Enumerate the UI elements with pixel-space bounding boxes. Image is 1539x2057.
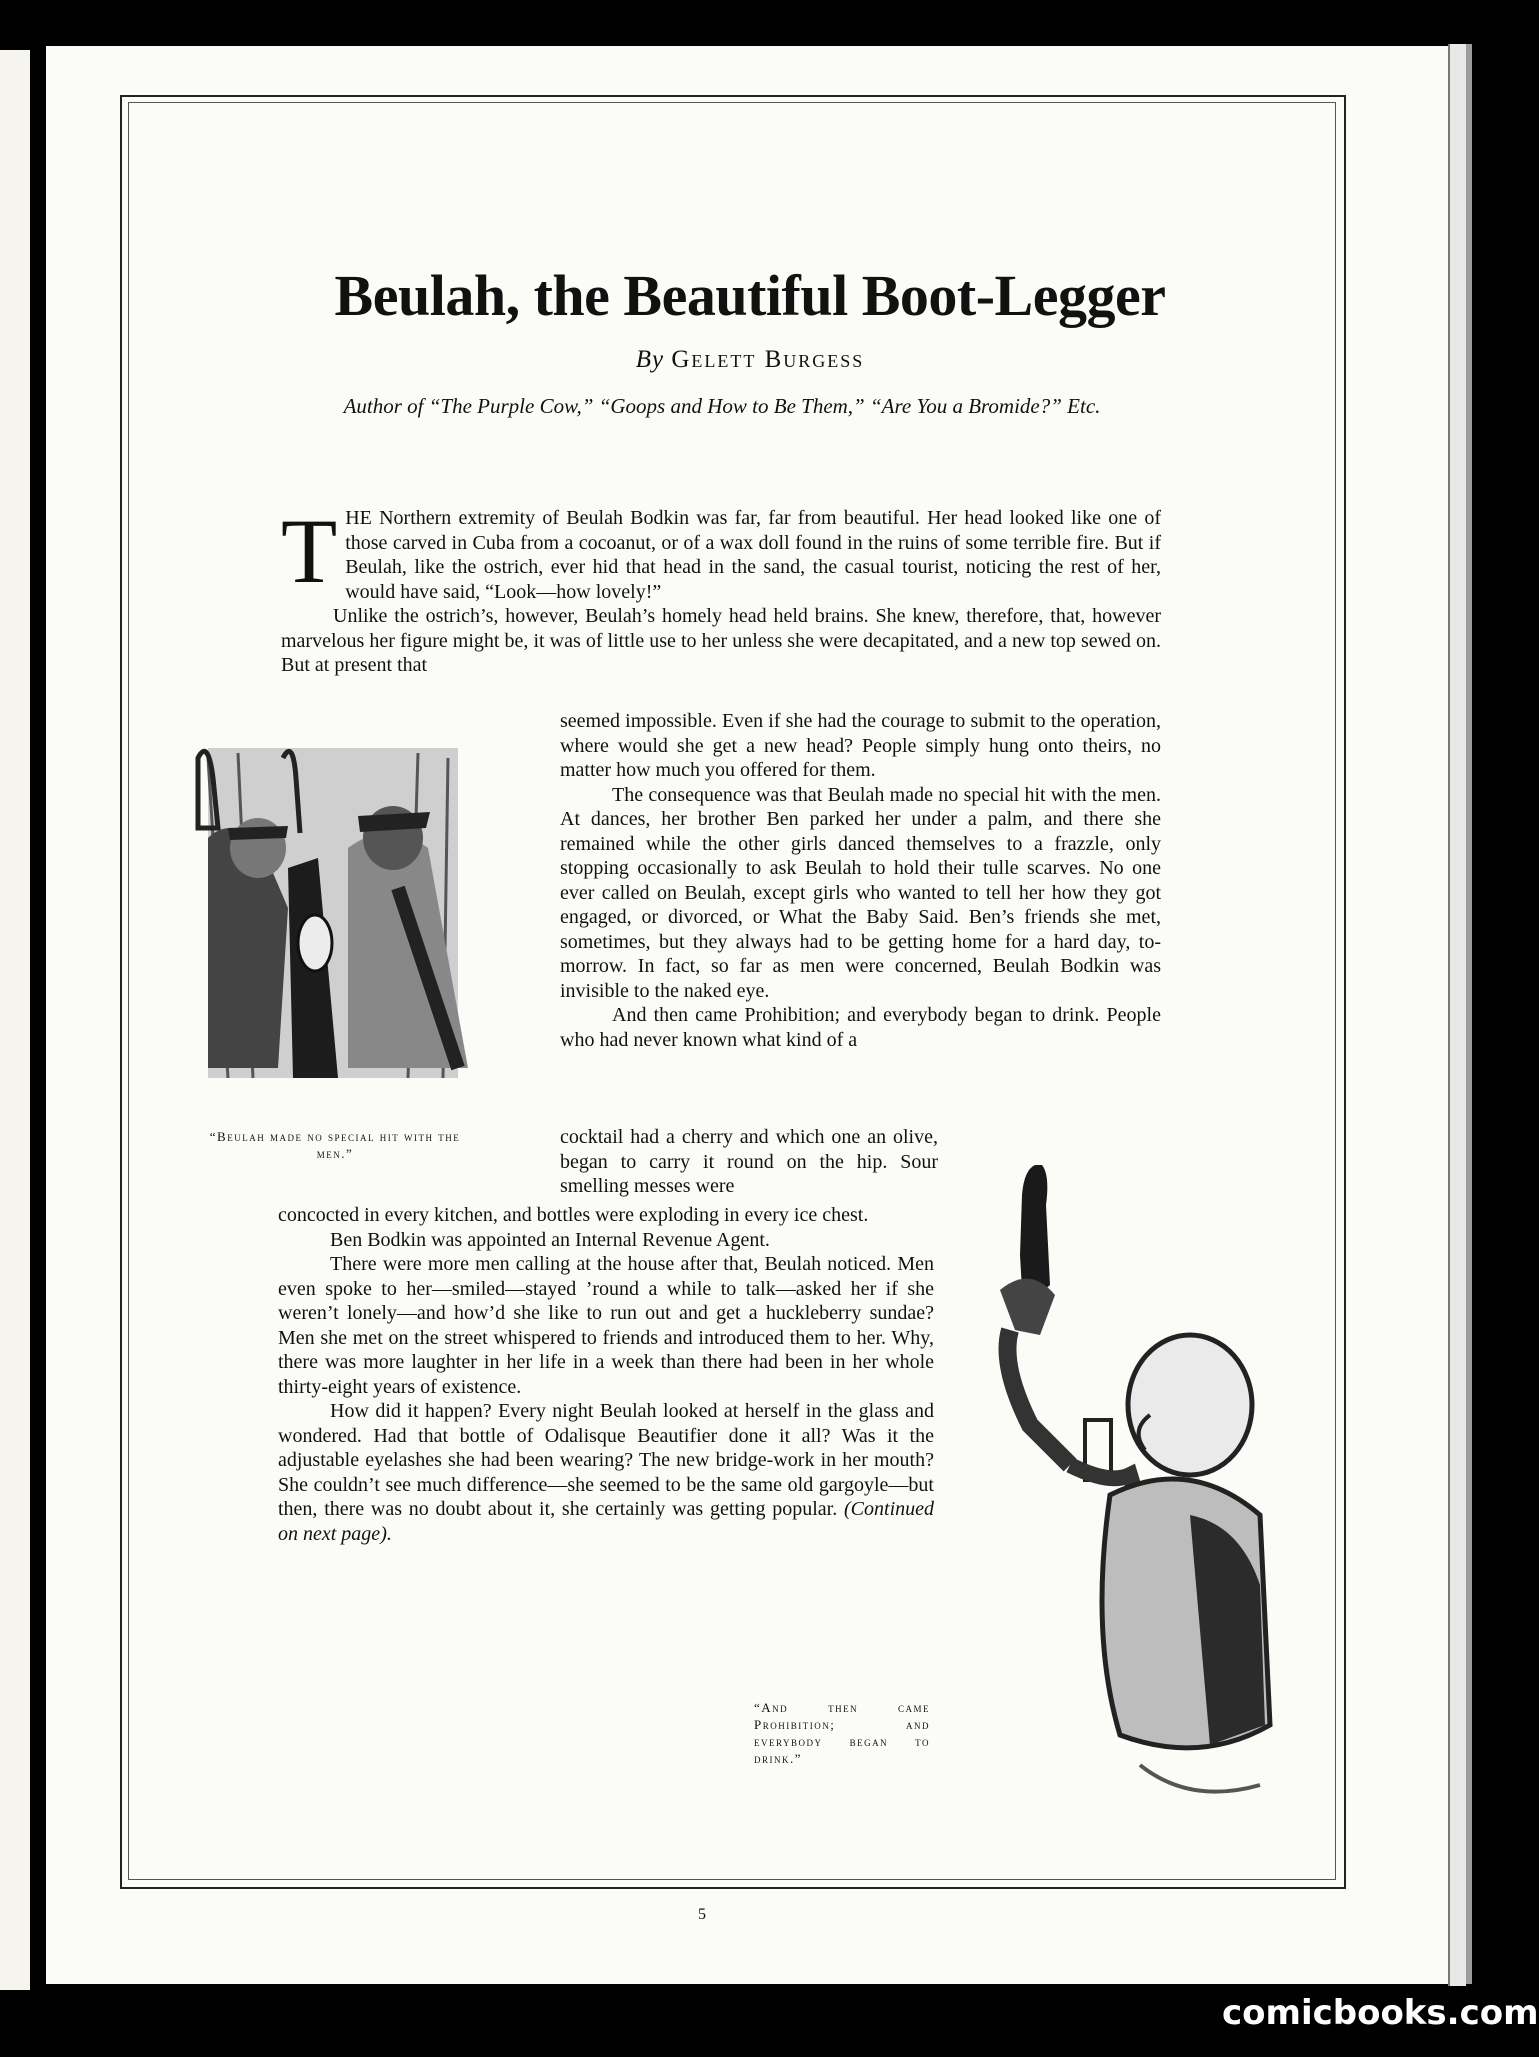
article-column-text bbox=[560, 709, 1161, 1052]
watermark: comicbooks.com bbox=[1222, 1993, 1539, 2033]
paragraph-3: The consequence was that Beulah made no special hit with the men. At dances, her brother Ben parked her under a palm, and there she remained while the other girls danced themselves to a frazzle, only stopping occasionally to ask Beulah to hold their tulle scarves. No one ever called on Beulah, except girls who wanted to tell her how they got engaged, or divorced, or What the Baby Said. Ben’s friends she met, sometimes, but they always had to be getting home for a hard day, to-morrow. In fact, so far as men were concerned, Beulah Bodkin was invisible to the naked eye. bbox=[560, 783, 1161, 1002]
caption-left: “Beulah made no special hit with the men.” bbox=[209, 1129, 461, 1161]
illustration-crowd bbox=[168, 738, 508, 1118]
raised-arm bbox=[1008, 1330, 1071, 1465]
continued-note: (Continued on next page). bbox=[278, 1498, 935, 1545]
page-number: 5 bbox=[698, 1906, 706, 1923]
caption-right: “And then came Prohibition; and everybody began to drink.” bbox=[754, 1700, 930, 1766]
bottle-icon bbox=[1020, 1165, 1050, 1292]
paragraph-4-end: concocted in every kitchen, and bottles were exploding in every ice chest. bbox=[278, 1204, 869, 1226]
article-narrow-text bbox=[560, 1125, 938, 1199]
article-top-text bbox=[281, 500, 1161, 678]
raised-hand bbox=[1000, 1279, 1055, 1335]
drinker-base-shading bbox=[1140, 1765, 1260, 1792]
paragraph-1-text: HE Northern extremity of Beulah Bodkin was far, far from beautiful. Her head looked like one of those carved in Cuba from a cocoanut, or of a wax doll found in the ruins of some terrible fire. But if Beulah, like the ostrich, ever hid that head in the sand, the casual tourist, noticing the rest of her, would have said, “Look—how lovely!” bbox=[345, 507, 1161, 603]
paragraph-2-start: Unlike the ostrich’s, however, Beulah’s homely head held brains. She knew, therefore, that, however marvelous her figure might be, it was of little use to her unless she were decapitated, and a new top sewed on. But at present that bbox=[281, 605, 1161, 676]
byline-by: By bbox=[635, 346, 665, 373]
byline bbox=[200, 346, 1300, 374]
paragraph-4-start: And then came Prohibition; and everybody began to drink. People who had never known what kind of a bbox=[560, 1004, 1161, 1051]
paragraph-4-middle: cocktail had a cherry and which one an olive, began to carry it round on the hip. Sour smelling messes were bbox=[560, 1126, 938, 1197]
paragraph-7 bbox=[278, 1399, 934, 1546]
beulah-face bbox=[298, 915, 332, 971]
paragraph-2-continued: seemed impossible. Even if she had the courage to submit to the operation, where would she get a new head? People simply hung onto theirs, no matter how much you offered for them. bbox=[560, 710, 1161, 781]
bald-head bbox=[1128, 1335, 1252, 1475]
paragraph-6: There were more men calling at the house after that, Beulah noticed. Men even spoke to her—smiled—stayed ’round a while to talk—asked her if she weren’t lonely—and how’d she like to run out and get a huckleberry sundae? Men she met on the street whispered to friends and introduced them to her. Why, there was more laughter in her life in a week than there had been in her whole thirty-eight years of existence. bbox=[278, 1253, 934, 1398]
paragraph-5: Ben Bodkin was appointed an Internal Revenue Agent. bbox=[330, 1228, 770, 1251]
paragraph-7-text: How did it happen? Every night Beulah looked at herself in the glass and wondered. Had that bottle of Odalisque Beautifier done it all? Was it the adjustable eyelashes she had been wearing? The new bridge-work in her mouth? She couldn’t see much difference—she seemed to be the same old gargoyle—but then, there was no doubt about it, she certainly was getting popular. bbox=[278, 1400, 934, 1520]
page-stack-edge bbox=[1448, 44, 1466, 1986]
paragraph-1 bbox=[281, 500, 1161, 604]
article-title: Beulah, the Beautiful Boot-Legger bbox=[334, 263, 1166, 328]
page-stack-edge-shadow bbox=[1466, 44, 1472, 1984]
illustration-drinker bbox=[960, 1165, 1290, 1805]
author-name: Gelett Burgess bbox=[671, 346, 865, 373]
figure-left-hat bbox=[228, 826, 288, 840]
article-lower-text bbox=[278, 1203, 934, 1546]
author-credits: Author of “The Purple Cow,” “Goops and How to Be Them,” “Are You a Bromide?” Etc. bbox=[343, 394, 1101, 418]
drop-cap: T bbox=[281, 500, 338, 602]
previous-page-edge bbox=[0, 50, 30, 1990]
